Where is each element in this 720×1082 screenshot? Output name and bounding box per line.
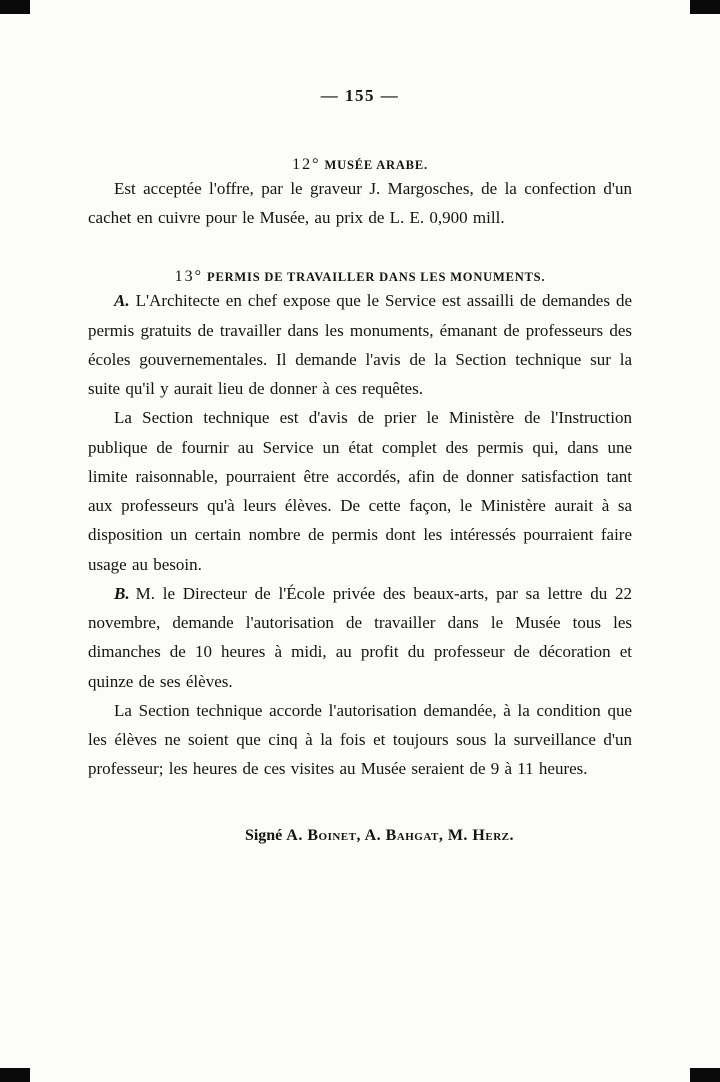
scan-artifact-corner-bottom-right (690, 1068, 720, 1082)
section-heading-musee-arabe (88, 156, 632, 174)
paragraph-b2: La Section technique accorde l'autorisation demandée, à la condition que les élèves ne soient que cinq à la fois et toujours sous la surveillance d'un professeur; les heures de ces visites au Musée seraient de 9 à 11 heures. (88, 700, 632, 779)
section-number: 12° (292, 156, 321, 173)
paragraph-a2: La Section technique est d'avis de prier le Ministère de l'Instruction publique de fournir au Service un état complet des permis qui, dans une limite raisonnable, pourraient être accordés, afin de donner satisfaction tant aux professeurs qu'à leurs élèves. De cette façon, le Ministère aurait à sa disposition un certain nombre de permis dont les intéressés pourraient faire usage au besoin. (88, 408, 632, 574)
paragraph-b-lead: B. (114, 583, 130, 603)
paragraph-a-lead: A. (114, 291, 130, 311)
section-number: 13° (174, 268, 204, 286)
paragraph-a-text: L'Architecte en chef expose que le Service est assailli de demandes de permis gratuits de travailler dans les monuments, émanant de professeurs des écoles gouvernementales. Il demande l'avis de la Section technique sur la suite qu'il y aurait lieu de donner à ces requêtes. (88, 291, 632, 399)
scan-artifact-corner-bottom-left (0, 1068, 30, 1082)
signature-label: Signé (244, 827, 283, 845)
signature-names: A. Boinet, A. Bahgat, M. Herz. (286, 827, 514, 845)
paragraph-musee-arabe: Est acceptée l'offre, par le graveur J. Margosches, de la confection d'un cachet en cuivre pour le Musée, au prix de L. E. 0,900 mill. (88, 179, 632, 228)
paragraph-a (88, 286, 632, 403)
paragraph-b-text: M. le Directeur de l'École privée des beaux-arts, par sa lettre du 22 novembre, demande l'autorisation de travailler dans le Musée tous les dimanches de 10 heures à midi, au profit du professeur de décoration et quinze de ses élèves. (88, 583, 632, 691)
page-number: — 155 — (320, 86, 400, 105)
section-title: MUSÉE ARABE. (324, 158, 428, 172)
signature-line (88, 827, 632, 845)
section-heading-permis-travailler (88, 268, 632, 286)
section-title: PERMIS DE TRAVAILLER DANS LES MONUMENTS. (207, 270, 546, 285)
paragraph-b (88, 579, 632, 696)
